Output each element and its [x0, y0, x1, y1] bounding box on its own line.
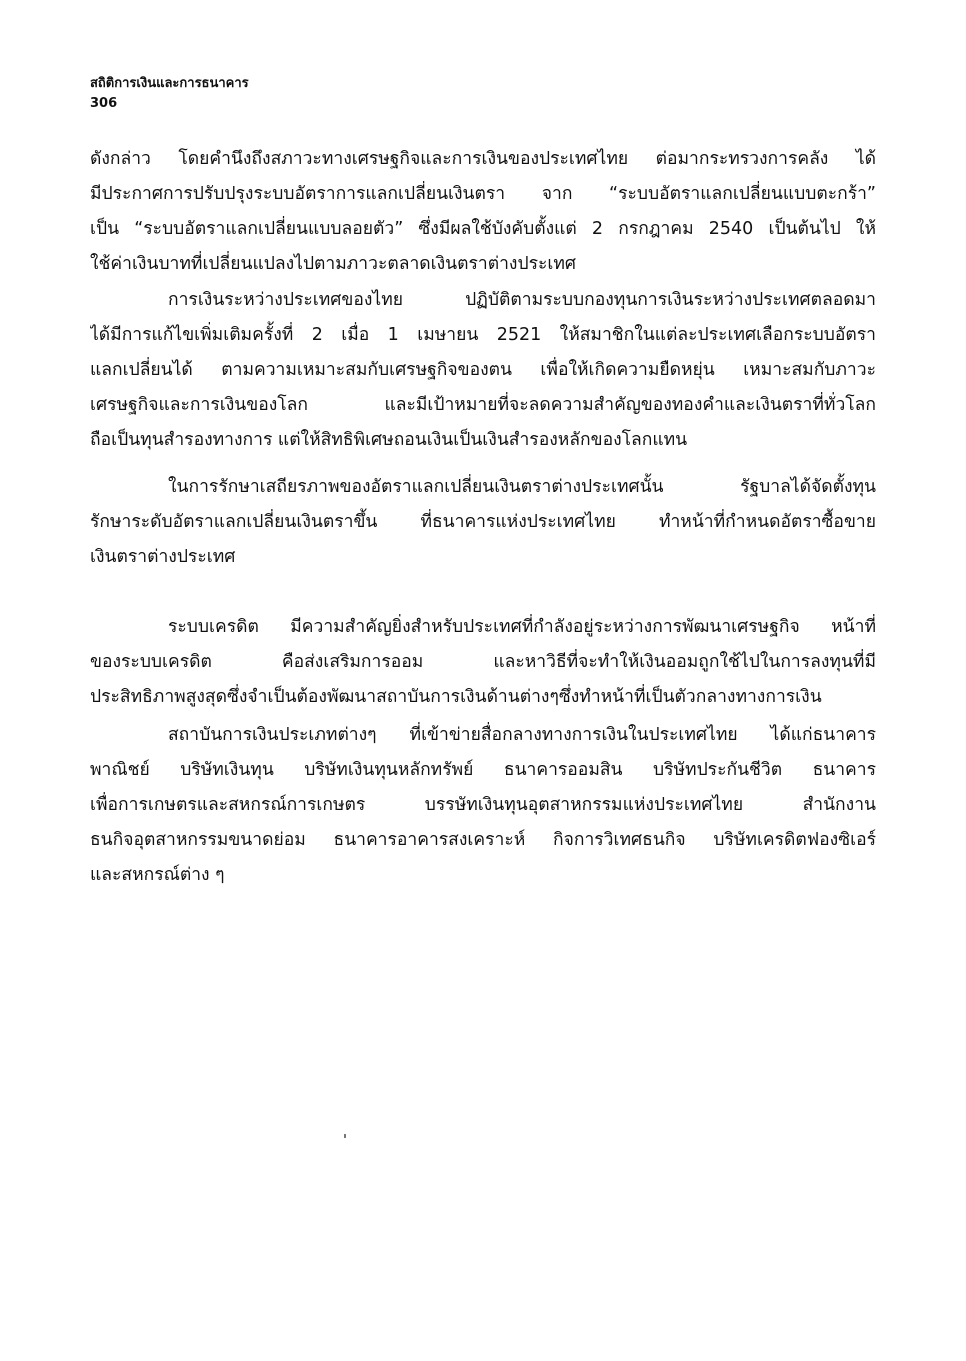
text-line: สถาบันการเงินประเภทต่างๆ ที่เข้าข่ายสื่อกลางทางการเงินในประเทศไทย ได้แก่ธนาคาร	[168, 725, 876, 745]
text-line: เงินตราต่างประเทศ	[90, 547, 236, 567]
text-line: เป็น “ระบบอัตราแลกเปลี่ยนแบบลอยตัว” ซึ่งมีผลใช้บังคับตั้งแต่ 2 กรกฎาคม 2540 เป็นต้นไป ให้	[90, 219, 876, 239]
text-line: ได้มีการแก้ไขเพิ่มเติมครั้งที่ 2 เมื่อ 1 เมษายน 2521 ให้สมาชิกในแต่ละประเทศเลือกระบบอัตรา	[90, 325, 876, 345]
paragraph-exchange-stabilization-fund	[90, 470, 876, 575]
text-line: ธนกิจอุตสาหกรรมขนาดย่อม ธนาคารอาคารสงเคราะห์ กิจการวิเทศธนกิจ บริษัทเครดิตฟองซิเอร์	[90, 830, 876, 850]
page-number: 306	[90, 96, 118, 111]
header-title: สถิติการเงินและการธนาคาร	[90, 76, 249, 91]
paragraph-exchange-rate-system	[90, 142, 876, 282]
text-line: แลกเปลี่ยนได้ ตามความเหมาะสมกับเศรษฐกิจของตน เพื่อให้เกิดความยืดหยุ่น เหมาะสมกับภาวะ	[90, 360, 876, 380]
text-line: ของระบบเครดิต คือส่งเสริมการออม และหาวิธีที่จะทำให้เงินออมถูกใช้ไปในการลงทุนที่มี	[90, 652, 876, 672]
text-line: การเงินระหว่างประเทศของไทย ปฏิบัติตามระบบกองทุนการเงินระหว่างประเทศตลอดมา	[168, 290, 876, 310]
running-header	[90, 74, 590, 114]
paragraph-credit-system	[90, 610, 876, 715]
paragraph-international-finance	[90, 283, 876, 458]
text-line: ใช้ค่าเงินบาทที่เปลี่ยนแปลงไปตามภาวะตลาดเงินตราต่างประเทศ	[90, 254, 576, 274]
text-line: เศรษฐกิจและการเงินของโลก และมีเป้าหมายที่จะลดความสำคัญของทองคำและเงินตราที่ทั่วโลก	[90, 395, 876, 415]
text-line: ประสิทธิภาพสูงสุดซึ่งจำเป็นต้องพัฒนาสถาบันการเงินด้านต่างๆซึ่งทำหน้าที่เป็นตัวกลางทางการเงิน	[90, 687, 822, 707]
text-line: รักษาระดับอัตราแลกเปลี่ยนเงินตราขึ้น ที่ธนาคารแห่งประเทศไทย ทำหน้าที่กำหนดอัตราซื้อขาย	[90, 512, 876, 532]
scan-speck	[344, 1134, 346, 1138]
text-line: ระบบเครดิต มีความสำคัญยิ่งสำหรับประเทศที่กำลังอยู่ระหว่างการพัฒนาเศรษฐกิจ หน้าที่	[168, 617, 876, 637]
text-line: และสหกรณ์ต่าง ๆ	[90, 865, 225, 885]
text-line: เพื่อการเกษตรและสหกรณ์การเกษตร บรรษัทเงินทุนอุตสาหกรรมแห่งประเทศไทย สำนักงาน	[90, 795, 876, 815]
text-line: ดังกล่าว โดยคำนึงถึงสภาวะทางเศรษฐกิจและการเงินของประเทศไทย ต่อมากระทรวงการคลัง ได้	[90, 149, 876, 169]
text-line: ถือเป็นทุนสำรองทางการ แต่ให้สิทธิพิเศษถอนเงินเป็นเงินสำรองหลักของโลกแทน	[90, 430, 688, 450]
text-line: ในการรักษาเสถียรภาพของอัตราแลกเปลี่ยนเงินตราต่างประเทศนั้น รัฐบาลได้จัดตั้งทุน	[168, 477, 876, 497]
paragraph-financial-institutions	[90, 718, 876, 893]
text-line: พาณิชย์ บริษัทเงินทุน บริษัทเงินทุนหลักทรัพย์ ธนาคารออมสิน บริษัทประกันชีวิต ธนาคาร	[90, 760, 876, 780]
text-line: มีประกาศการปรับปรุงระบบอัตราการแลกเปลี่ยนเงินตรา จาก “ระบบอัตราแลกเปลี่ยนแบบตะกร้า”	[90, 184, 876, 204]
